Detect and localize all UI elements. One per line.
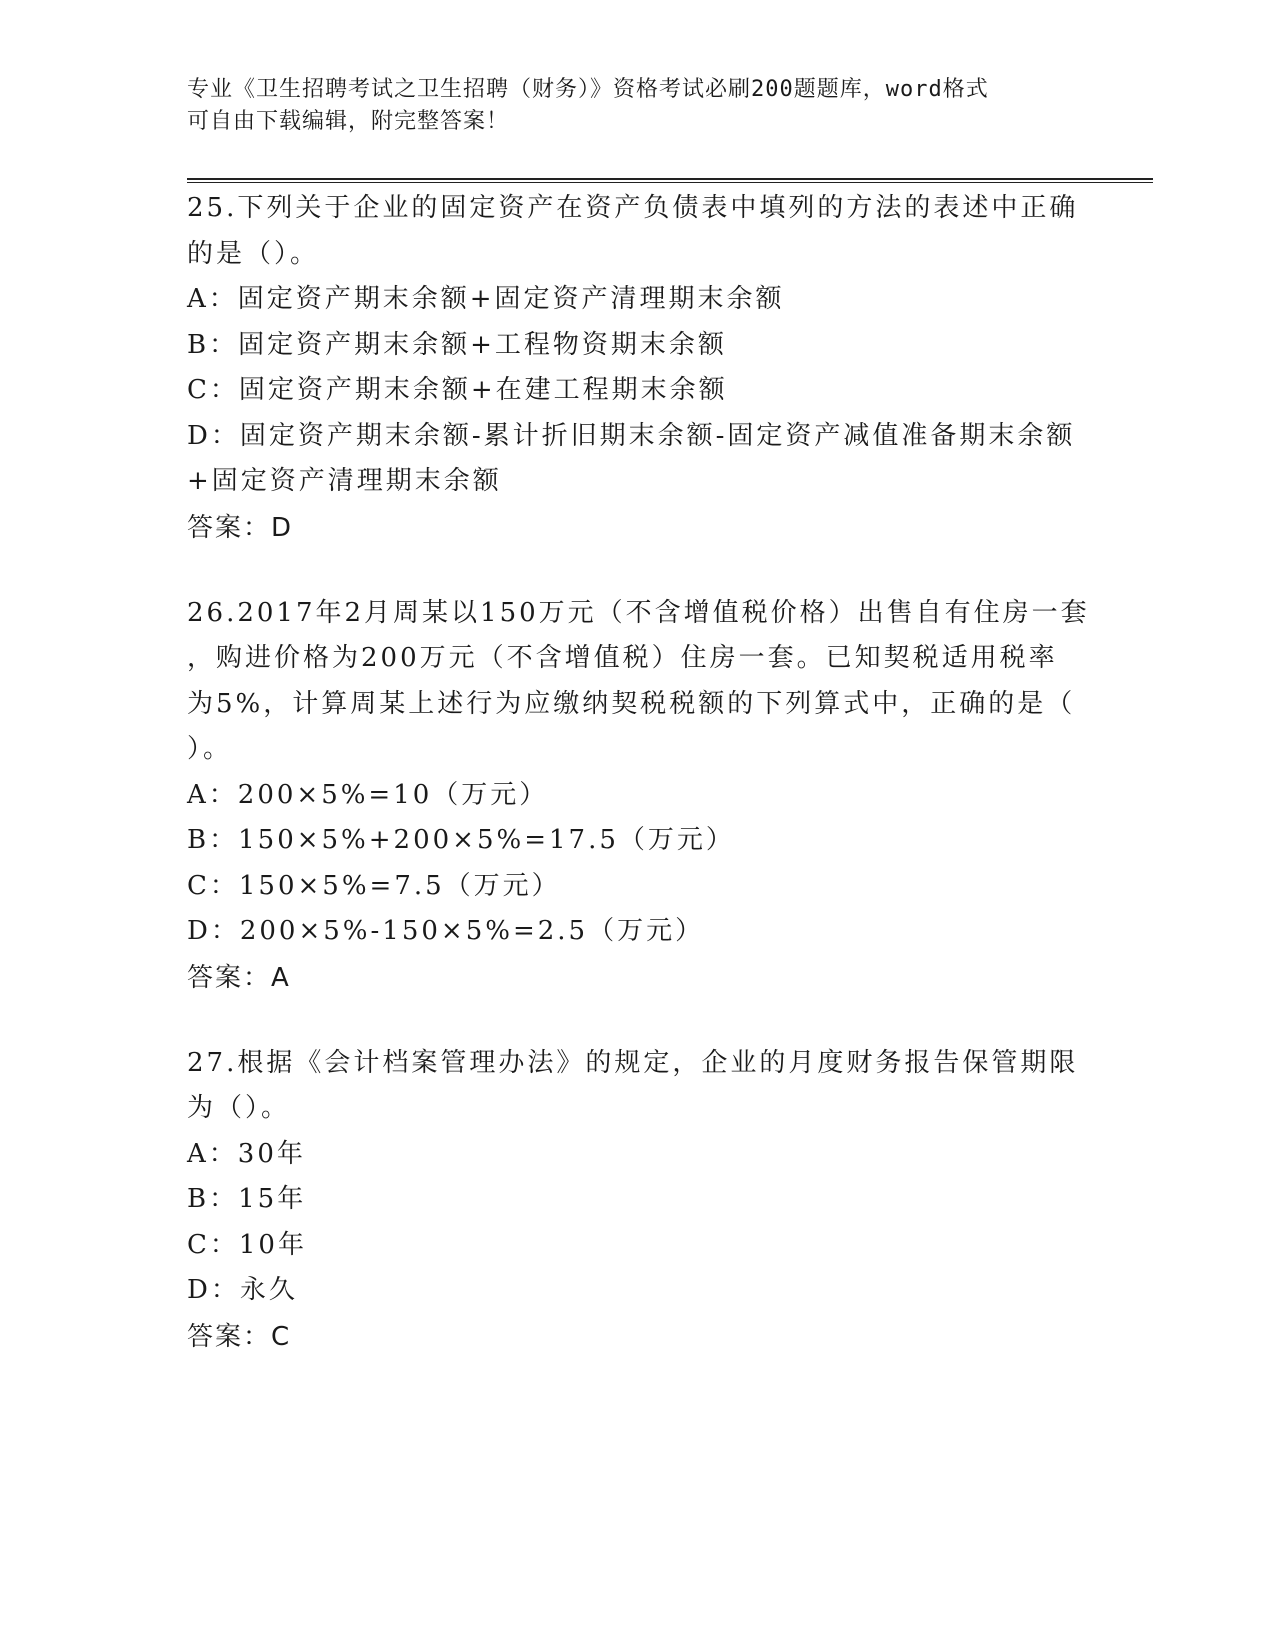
answer-label: 答案：D xyxy=(187,512,294,543)
page-header xyxy=(187,74,1067,138)
option-a: A：30年 xyxy=(187,1138,306,1169)
option-b: B：150×5%+200×5%=17.5（万元） xyxy=(187,825,735,855)
question-stem-line: 27.根据《会计档案管理办法》的规定，企业的月度财务报告保管期限 xyxy=(187,1047,1079,1078)
answer-label: 答案：A xyxy=(187,962,291,993)
question-list xyxy=(187,186,1090,1400)
option-c: C：150×5%=7.5（万元） xyxy=(187,870,561,901)
option-d: D：固定资产期末余额-累计折旧期末余额-固定资产减值准备期末余额 xyxy=(187,420,1076,451)
question-stem-line: ，购进价格为200万元（不含增值税）住房一套。已知契税适用税率 xyxy=(187,643,1058,673)
header-divider xyxy=(187,178,1153,183)
option-a: A：固定资产期末余额+固定资产清理期末余额 xyxy=(187,284,785,314)
answer-label: 答案：C xyxy=(187,1321,292,1352)
option-a: A：200×5%=10（万元） xyxy=(187,779,549,810)
question-stem-line: ）。 xyxy=(187,734,233,764)
option-d: D：永久 xyxy=(187,1275,298,1305)
question-stem-line: 的是（）。 xyxy=(187,238,320,269)
option-b: B：固定资产期末余额+工程物资期末余额 xyxy=(187,329,727,360)
question-25 xyxy=(187,186,1087,551)
question-stem-line: 26.2017年2月周某以150万元（不含增值税价格）出售自有住房一套 xyxy=(187,597,1090,628)
option-d: D：200×5%-150×5%=2.5（万元） xyxy=(187,916,705,946)
question-27 xyxy=(187,1041,1087,1360)
question-stem-line: 25.下列关于企业的固定资产在资产负债表中填列的方法的表述中正确 xyxy=(187,193,1079,223)
option-c: C：固定资产期末余额+在建工程期末余额 xyxy=(187,375,728,405)
question-stem-line: 为（）。 xyxy=(187,1093,291,1123)
option-c: C：10年 xyxy=(187,1229,307,1260)
option-b: B：15年 xyxy=(187,1184,307,1214)
header-line-2: 可自由下载编辑，附完整答案！ xyxy=(187,109,510,134)
question-stem-line: 为5%，计算周某上述行为应缴纳契税税额的下列算式中，正确的是（ xyxy=(187,688,1076,719)
question-26 xyxy=(187,591,1090,1001)
option-d-continued: +固定资产清理期末余额 xyxy=(187,466,502,496)
header-line-1: 专业《卫生招聘考试之卫生招聘（财务）》资格考试必刷200题题库，word格式 xyxy=(187,77,989,102)
